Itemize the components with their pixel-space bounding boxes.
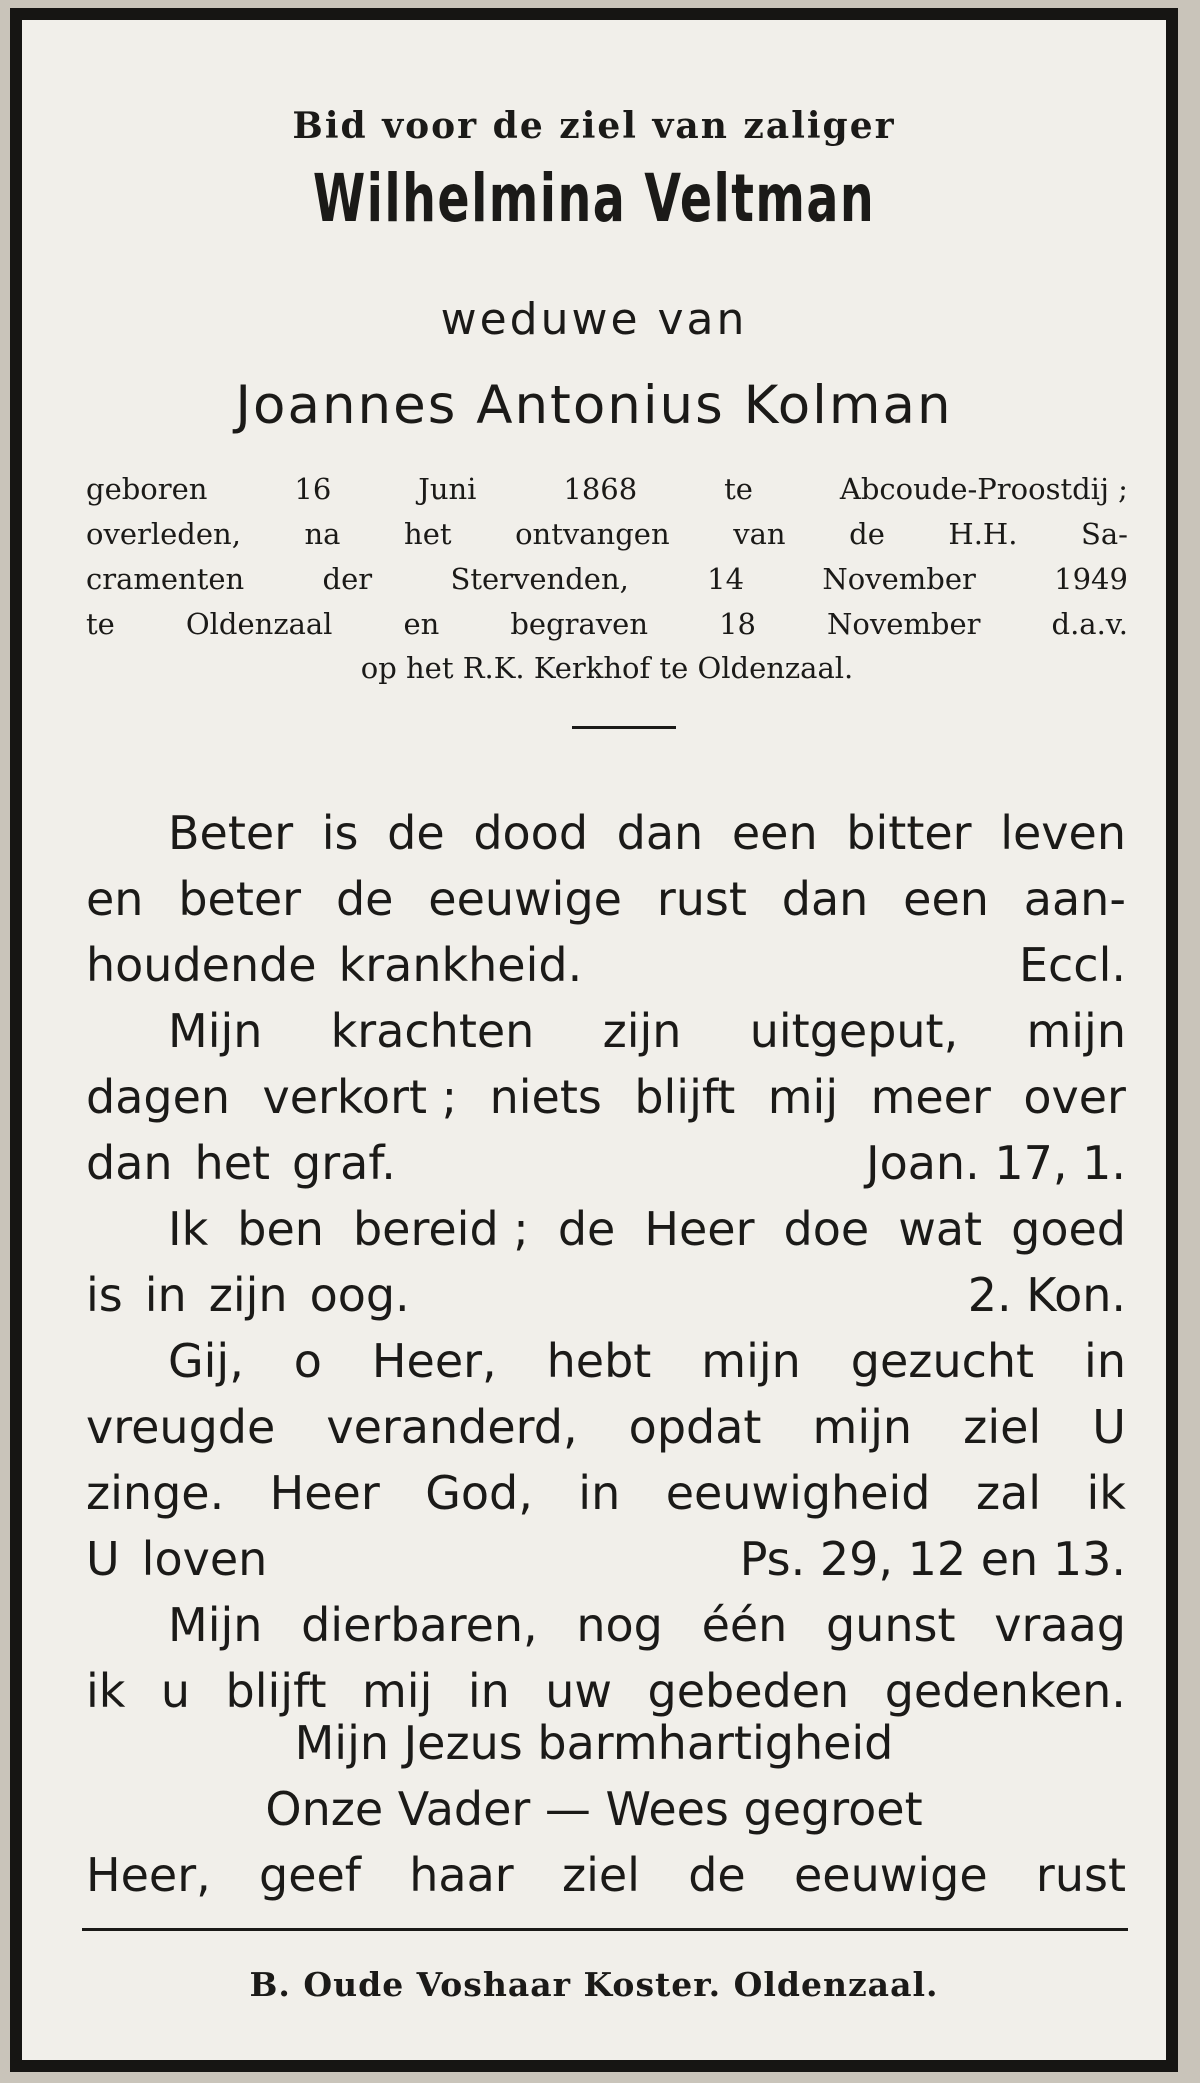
verse-word: goed (1011, 1202, 1126, 1256)
verse-word: dan (86, 1136, 173, 1190)
biography-word: 1949 (1054, 562, 1128, 596)
verse-word: mijn (701, 1334, 801, 1388)
biography-line (86, 517, 1128, 551)
verse-word: Mijn (168, 1598, 263, 1652)
verse-word: meer (870, 1070, 991, 1124)
verse-text (86, 1136, 396, 1190)
verse-line (168, 1598, 1126, 1652)
verse-word: Heer (644, 1202, 755, 1256)
biography-word: der (322, 562, 373, 596)
biography-word: ontvangen (515, 517, 670, 551)
printer-credit: B. Oude Voshaar Koster. Oldenzaal. (249, 1965, 939, 2004)
prayer-line: Mijn Jezus barmhartigheid (294, 1716, 894, 1770)
verse-word: een (903, 872, 989, 926)
verse-word: in (1084, 1334, 1126, 1388)
biography-word: te (86, 607, 115, 641)
verse-word: bitter (846, 806, 972, 860)
biography-word: H.H. (948, 517, 1018, 551)
biography-word: 1868 (563, 472, 638, 506)
scripture-reference: Eccl. (1018, 938, 1126, 992)
prayer-line: Heer, geef haar ziel de eeuwige rust (86, 1848, 1126, 1902)
verse-word: vreugde (86, 1400, 276, 1454)
verse-word: uw (545, 1664, 613, 1718)
verse-text (86, 1532, 268, 1586)
verse-word: oog. (309, 1268, 410, 1322)
verse-word: loven (141, 1532, 268, 1586)
biography-word: het (404, 517, 452, 551)
verse-word: u (160, 1664, 191, 1718)
verse-word: krankheid. (338, 938, 583, 992)
verse-word: gezucht (850, 1334, 1035, 1388)
verse-line (168, 1202, 1126, 1256)
verse-text (86, 1268, 410, 1322)
verse-word: in (144, 1268, 187, 1322)
verse-word: mij (767, 1070, 839, 1124)
verse-word: verkort ; (262, 1070, 458, 1124)
verse-line (168, 1334, 1126, 1388)
biography-word: 18 (719, 607, 756, 641)
verse-word: blijft (225, 1664, 327, 1718)
verse-word: dood (473, 806, 589, 860)
scripture-reference: Joan. 17, 1. (866, 1136, 1126, 1190)
biography-word: de (849, 517, 885, 551)
biography-word: Sa- (1081, 517, 1128, 551)
verse-word: vraag (994, 1598, 1126, 1652)
section-divider (572, 726, 676, 729)
verse-word: uitgeput, (749, 1004, 959, 1058)
verse-word: in (578, 1466, 621, 1520)
verse-word: mijn (812, 1400, 913, 1454)
verse-line (86, 938, 1126, 992)
verse-word: veranderd, (326, 1400, 578, 1454)
verse-word: gedenken. (884, 1664, 1126, 1718)
verse-word: Gij, (168, 1334, 244, 1388)
verse-word: gebeden (647, 1664, 850, 1718)
verse-word: hebt (546, 1334, 652, 1388)
verse-word: zijn (208, 1268, 288, 1322)
verse-line (168, 806, 1126, 860)
biography-word: 16 (294, 472, 332, 506)
biography-word: Oldenzaal (185, 607, 333, 641)
biography-word: geboren (86, 472, 208, 506)
verse-word: over (1023, 1070, 1126, 1124)
verse-word: krachten (330, 1004, 535, 1058)
verse-word: ik (86, 1664, 126, 1718)
spouse-name: Joannes Antonius Kolman (235, 375, 953, 436)
deceased-name: Wilhelmina Veltman (312, 160, 876, 237)
biography-word: op het R.K. Kerkhof te Oldenzaal. (360, 651, 854, 685)
verse-word: o (293, 1334, 322, 1388)
verse-word: in (467, 1664, 510, 1718)
verse-word: dagen (86, 1070, 231, 1124)
footer-divider (82, 1928, 1128, 1931)
biography-word: d.a.v. (1051, 607, 1128, 641)
verse-word: de (387, 806, 445, 860)
biography-word: begraven (510, 607, 649, 641)
scripture-reference: 2. Kon. (967, 1268, 1126, 1322)
verse-word: bereid ; (352, 1202, 529, 1256)
verse-word: Heer, (371, 1334, 497, 1388)
scripture-reference: Ps. 29, 12 en 13. (739, 1532, 1126, 1586)
verse-word: de (557, 1202, 616, 1256)
verse-word: nog (576, 1598, 663, 1652)
verse-word: Beter (168, 806, 294, 860)
verse-word: en (86, 872, 144, 926)
verse-word: dan (781, 872, 869, 926)
verse-word: niets (489, 1070, 602, 1124)
biography-line (86, 607, 1128, 641)
verse-word: mij (362, 1664, 433, 1718)
verse-line (86, 1466, 1126, 1520)
verse-word: opdat (628, 1400, 762, 1454)
verse-word: dan (616, 806, 704, 860)
biography-word: na (304, 517, 341, 551)
verse-word: de (335, 872, 394, 926)
biography-word: overleden, (86, 517, 241, 551)
verse-line (86, 1268, 1126, 1322)
biography-line (86, 651, 1128, 685)
verse-line (86, 1532, 1126, 1586)
verse-word: beter (178, 872, 302, 926)
verse-word: zal (975, 1466, 1042, 1520)
verse-line (86, 1664, 1126, 1718)
verse-word: een (731, 806, 818, 860)
biography-word: en (403, 607, 440, 641)
biography-word: van (733, 517, 786, 551)
biography-word: Juni (418, 472, 477, 506)
biography-word: November (822, 562, 976, 596)
verse-word: God, (425, 1466, 533, 1520)
verse-word: aan- (1023, 872, 1126, 926)
verse-line (86, 1136, 1126, 1190)
verse-word: mijn (1026, 1004, 1126, 1058)
biography-word: cramenten (86, 562, 245, 596)
verse-word: zijn (602, 1004, 682, 1058)
verse-word: is (321, 806, 359, 860)
verse-word: U (86, 1532, 120, 1586)
memorial-card (22, 20, 1166, 2060)
biography-word: te (724, 472, 753, 506)
verse-word: graf. (292, 1136, 396, 1190)
verse-word: U (1092, 1400, 1126, 1454)
verse-word: het (194, 1136, 271, 1190)
card-intro: Bid voor de ziel van zaliger (292, 105, 896, 147)
verse-word: doe (783, 1202, 870, 1256)
verse-word: gunst (826, 1598, 956, 1652)
verse-word: zinge. (86, 1466, 225, 1520)
biography-word: Stervenden, (450, 562, 629, 596)
relation-text: weduwe van (440, 294, 748, 345)
verse-word: wat (898, 1202, 983, 1256)
verse-line (168, 1004, 1126, 1058)
verse-word: rust (656, 872, 747, 926)
biography-word: 14 (707, 562, 745, 596)
verse-word: eeuwige (428, 872, 622, 926)
verse-word: dierbaren, (301, 1598, 538, 1652)
verse-word: is (86, 1268, 123, 1322)
verse-text (86, 938, 583, 992)
verse-word: ziel (963, 1400, 1042, 1454)
verse-word: leven (1000, 806, 1126, 860)
verse-word: Heer (269, 1466, 380, 1520)
biography-line (86, 562, 1128, 596)
verse-line (86, 1070, 1126, 1124)
verse-line (86, 872, 1126, 926)
biography-word: Abcoude-Proostdij ; (839, 472, 1128, 506)
verse-line (86, 1400, 1126, 1454)
card-border (10, 8, 1178, 2072)
verse-word: één (701, 1598, 788, 1652)
prayer-line: Onze Vader — Wees gegroet (265, 1782, 923, 1836)
biography-word: November (827, 607, 981, 641)
verse-word: ik (1086, 1466, 1126, 1520)
verse-word: Mijn (168, 1004, 263, 1058)
verse-word: eeuwigheid (665, 1466, 931, 1520)
verse-word: blijft (634, 1070, 736, 1124)
verse-word: Ik (168, 1202, 209, 1256)
verse-word: ben (237, 1202, 324, 1256)
verse-word: houdende (86, 938, 317, 992)
biography-line (86, 472, 1128, 506)
